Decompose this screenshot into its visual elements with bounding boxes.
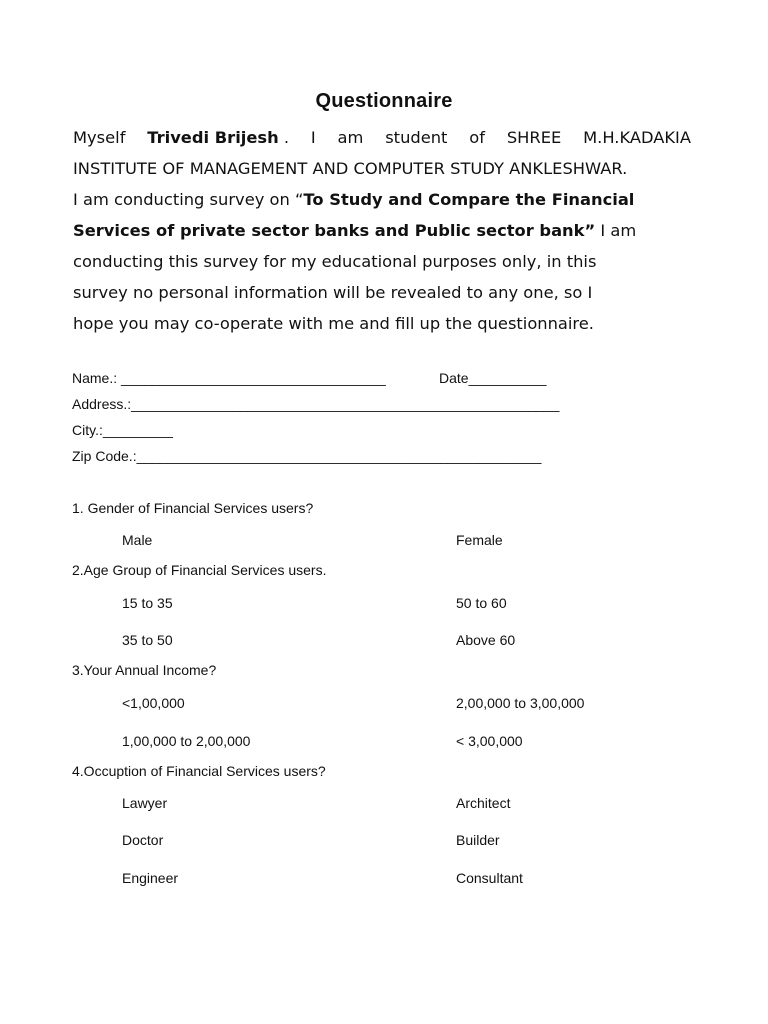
- intro-line-2: INSTITUTE OF MANAGEMENT AND COMPUTER STUDY ANKLESHWAR.: [73, 159, 628, 178]
- zip-code-field[interactable]: Zip Code.:____________________________________________________: [72, 448, 542, 464]
- intro-line-6: survey no personal information will be revealed to any one, so I: [73, 283, 593, 302]
- option-age-15-35[interactable]: 15 to 35: [122, 595, 173, 611]
- option-age-above-60[interactable]: Above 60: [456, 632, 516, 648]
- question-4: 4.Occuption of Financial Services users?: [72, 763, 326, 779]
- city-field[interactable]: City.:_________: [72, 422, 173, 438]
- option-income-3[interactable]: 1,00,000 to 2,00,000: [122, 733, 251, 749]
- option-male[interactable]: Male: [122, 532, 153, 548]
- intro-line-4: Services of private sector banks and Public sector bank” I am: [73, 221, 637, 240]
- date-field[interactable]: Date__________: [439, 370, 547, 386]
- option-income-2[interactable]: 2,00,000 to 3,00,000: [456, 695, 585, 711]
- option-female[interactable]: Female: [456, 532, 503, 548]
- option-income-4[interactable]: < 3,00,000: [456, 733, 523, 749]
- author-name: Trivedi Brijesh: [147, 128, 279, 147]
- intro-line-3: I am conducting survey on “To Study and Compare the Financial: [73, 190, 635, 209]
- question-2: 2.Age Group of Financial Services users.: [72, 562, 327, 578]
- address-field[interactable]: Address.:_______________________________________________________: [72, 396, 560, 412]
- option-engineer[interactable]: Engineer: [122, 870, 179, 886]
- option-consultant[interactable]: Consultant: [456, 870, 523, 886]
- question-3: 3.Your Annual Income?: [72, 662, 217, 678]
- option-age-35-50[interactable]: 35 to 50: [122, 632, 173, 648]
- page-title: Questionnaire: [315, 90, 453, 112]
- option-lawyer[interactable]: Lawyer: [122, 795, 168, 811]
- intro-line-1: Myself Trivedi Brijesh . I am student of SHREE M.H.KADAKIA: [73, 128, 691, 147]
- option-age-50-60[interactable]: 50 to 60: [456, 595, 507, 611]
- option-doctor[interactable]: Doctor: [122, 832, 164, 848]
- option-income-1[interactable]: <1,00,000: [122, 695, 185, 711]
- survey-topic: To Study and Compare the Financial: [303, 190, 635, 209]
- option-builder[interactable]: Builder: [456, 832, 500, 848]
- question-1: 1. Gender of Financial Services users?: [72, 500, 314, 516]
- option-architect[interactable]: Architect: [456, 795, 511, 811]
- intro-line-7: hope you may co-operate with me and fill up the questionnaire.: [73, 314, 594, 333]
- intro-line-5: conducting this survey for my educational purposes only, in this: [73, 252, 597, 271]
- name-field[interactable]: Name.: __________________________________: [72, 370, 386, 386]
